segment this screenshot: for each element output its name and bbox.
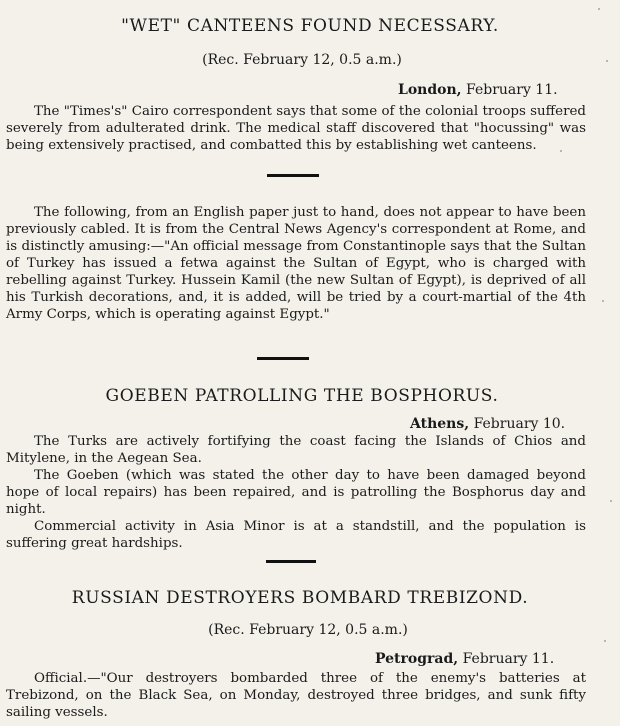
headline-goeben: GOEBEN PATROLLING THE BOSPHORUS. bbox=[105, 386, 499, 406]
dateline-place: Petrograd, bbox=[375, 651, 459, 667]
dateline-date: February 11. bbox=[466, 82, 558, 98]
scan-speck bbox=[606, 60, 608, 62]
section-divider bbox=[266, 560, 316, 563]
article-paragraph: The following, from an English paper just to hand, does not appear to have been previously cabled. It is from the Central News Agency's correspondent at Rome, and is distinctly amusing:—"An official message from Constantinople says that the Sultan of Turkey has issued a fetwa against the Sultan of Egypt, who is charged with rebelling against Turkey. Hussein Kamil (the new Sultan of Egypt), is deprived of all his Turkish decorations, and, it is added, will be tried by a court-martial of the 4th Army Corps, which is operating against Egypt." bbox=[6, 205, 586, 322]
scan-speck bbox=[598, 8, 600, 10]
received-timestamp-2: (Rec. February 12, 0.5 a.m.) bbox=[208, 622, 408, 638]
article-paragraph: Commercial activity in Asia Minor is at a standstill, and the population is suffering great hardships. bbox=[6, 519, 586, 551]
section-divider bbox=[267, 174, 319, 177]
scan-speck bbox=[610, 500, 612, 502]
dateline-date: February 11. bbox=[462, 651, 555, 667]
dateline-petrograd bbox=[375, 651, 554, 667]
dateline-date: February 10. bbox=[473, 416, 566, 432]
dateline-london bbox=[398, 82, 558, 98]
article-paragraph: Official.—"Our destroyers bombarded three of the enemy's batteries at Trebizond, on the Black Sea, on Monday, destroyed three bridges, and sunk fifty sailing vessels. bbox=[6, 671, 586, 720]
dateline-athens bbox=[410, 416, 565, 432]
dateline-place: London, bbox=[398, 82, 462, 98]
dateline-place: Athens, bbox=[410, 416, 470, 432]
scan-speck bbox=[602, 300, 604, 302]
scan-speck bbox=[604, 640, 606, 642]
received-timestamp-1: (Rec. February 12, 0.5 a.m.) bbox=[202, 52, 402, 68]
article-paragraph: The Goeben (which was stated the other day to have been damaged beyond hope of local repairs) has been repaired, and is patrolling the Bosphorus day and night. bbox=[6, 468, 586, 517]
headline-russian-destroyers: RUSSIAN DESTROYERS BOMBARD TREBIZOND. bbox=[71, 588, 529, 608]
article-paragraph: The Turks are actively fortifying the coast facing the Islands of Chios and Mitylene, in the Aegean Sea. bbox=[6, 434, 586, 466]
scan-speck bbox=[560, 150, 562, 152]
article-paragraph: The "Times's" Cairo correspondent says that some of the colonial troops suffered severely from adulterated drink. The medical staff discovered that "hocussing" was being extensively practised, and combatted this by establishing wet canteens. bbox=[6, 104, 586, 153]
section-divider bbox=[257, 357, 309, 360]
headline-wet-canteens: "WET" CANTEENS FOUND NECESSARY. bbox=[121, 16, 499, 36]
